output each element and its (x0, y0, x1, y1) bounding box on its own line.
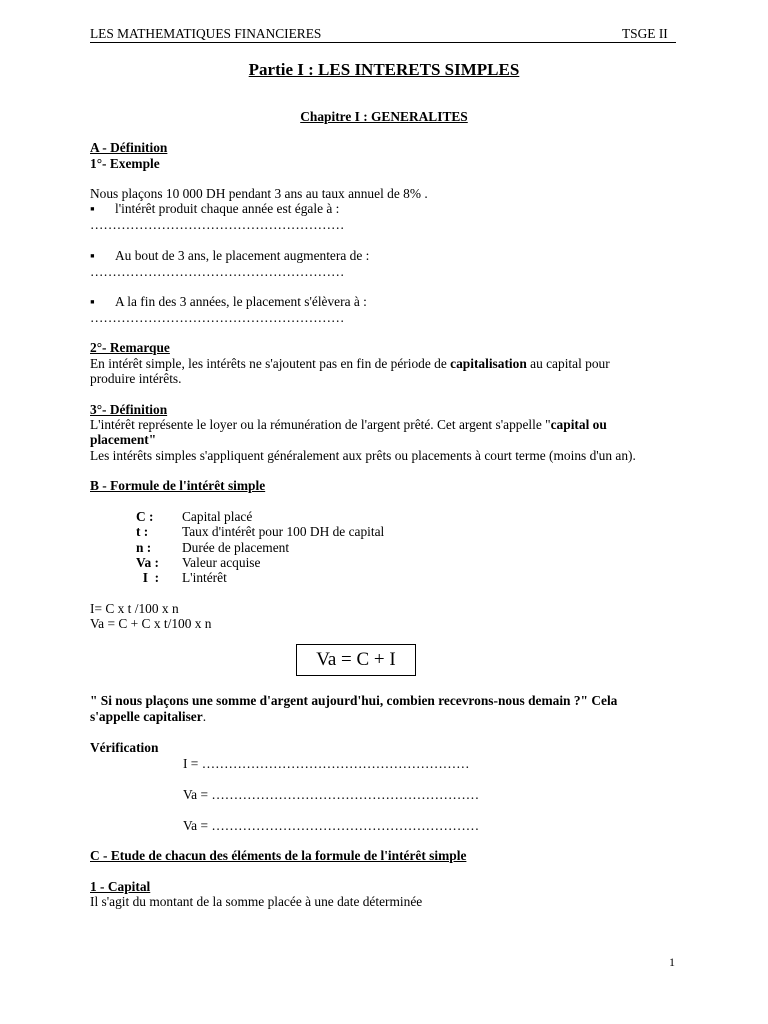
definition-heading: 3°- Définition (90, 402, 168, 417)
remark-line-2: produire intérêts. (90, 371, 182, 386)
capital-heading: 1 - Capital (90, 879, 151, 894)
answer-dots-3: ………………………………………………… (90, 310, 345, 325)
answer-dots-2: ………………………………………………… (90, 264, 345, 279)
section-b-heading: B - Formule de l'intérêt simple (90, 478, 266, 493)
example-heading: 1°- Exemple (90, 156, 160, 171)
bullet-3: A la fin des 3 années, le placement s'élèvera à : (115, 294, 367, 309)
boxed-formula: Va = C + I (296, 644, 416, 676)
verification-line-2: Va = …………………………………………………… (183, 787, 480, 802)
formula-acquired-value: Va = C + C x t/100 x n (90, 616, 212, 631)
variable-row: n : Durée de placement (136, 540, 290, 555)
bullet-icon: ▪ (90, 201, 95, 216)
definition-line-2: placement" (90, 432, 157, 447)
page-title: Partie I : LES INTERETS SIMPLES (248, 60, 520, 79)
bullet-1: l'intérêt produit chaque année est égale à : (115, 201, 340, 216)
section-a-heading: A - Définition (90, 140, 168, 155)
variable-row: C : Capital placé (136, 509, 253, 524)
bullet-icon: ▪ (90, 294, 95, 309)
bullet-icon: ▪ (90, 248, 95, 263)
remark-heading: 2°- Remarque (90, 340, 170, 355)
header-rule (90, 42, 676, 43)
chapter-title: Chapitre I : GENERALITES (300, 109, 468, 124)
section-c-heading: C - Etude de chacun des éléments de la formule de l'intérêt simple (90, 848, 467, 863)
page-number: 1 (669, 955, 675, 969)
formula-interest: I= C x t /100 x n (90, 601, 179, 616)
variable-row: I : L'intérêt (136, 570, 227, 585)
capital-text: Il s'agit du montant de la somme placée à une date déterminée (90, 894, 423, 909)
question-line-2: s'appelle capitaliser. (90, 709, 207, 724)
definition-line-1: L'intérêt représente le loyer ou la rémunération de l'argent prêté. Cet argent s'appelle "capital ou (90, 417, 607, 432)
bullet-2: Au bout de 3 ans, le placement augmentera de : (115, 248, 370, 263)
answer-dots-1: ………………………………………………… (90, 217, 345, 232)
remark-line-1: En intérêt simple, les intérêts ne s'ajoutent pas en fin de période de capitalisation au capital pour (90, 356, 610, 371)
verification-heading: Vérification (90, 740, 159, 755)
verification-line-1: I = …………………………………………………… (183, 756, 470, 771)
running-header-left: LES MATHEMATIQUES FINANCIERES (90, 26, 322, 41)
verification-line-3: Va = …………………………………………………… (183, 818, 480, 833)
variable-row: t : Taux d'intérêt pour 100 DH de capital (136, 524, 385, 539)
running-header-right: TSGE II (622, 26, 668, 41)
question-line-1: " Si nous plaçons une somme d'argent aujourd'hui, combien recevrons-nous demain ?" Cela (90, 693, 618, 708)
variable-row: Va : Valeur acquise (136, 555, 261, 570)
definition-line-3: Les intérêts simples s'appliquent généralement aux prêts ou placements à court terme (moins d'un an). (90, 448, 636, 463)
example-text: Nous plaçons 10 000 DH pendant 3 ans au taux annuel de 8% . (90, 186, 428, 201)
